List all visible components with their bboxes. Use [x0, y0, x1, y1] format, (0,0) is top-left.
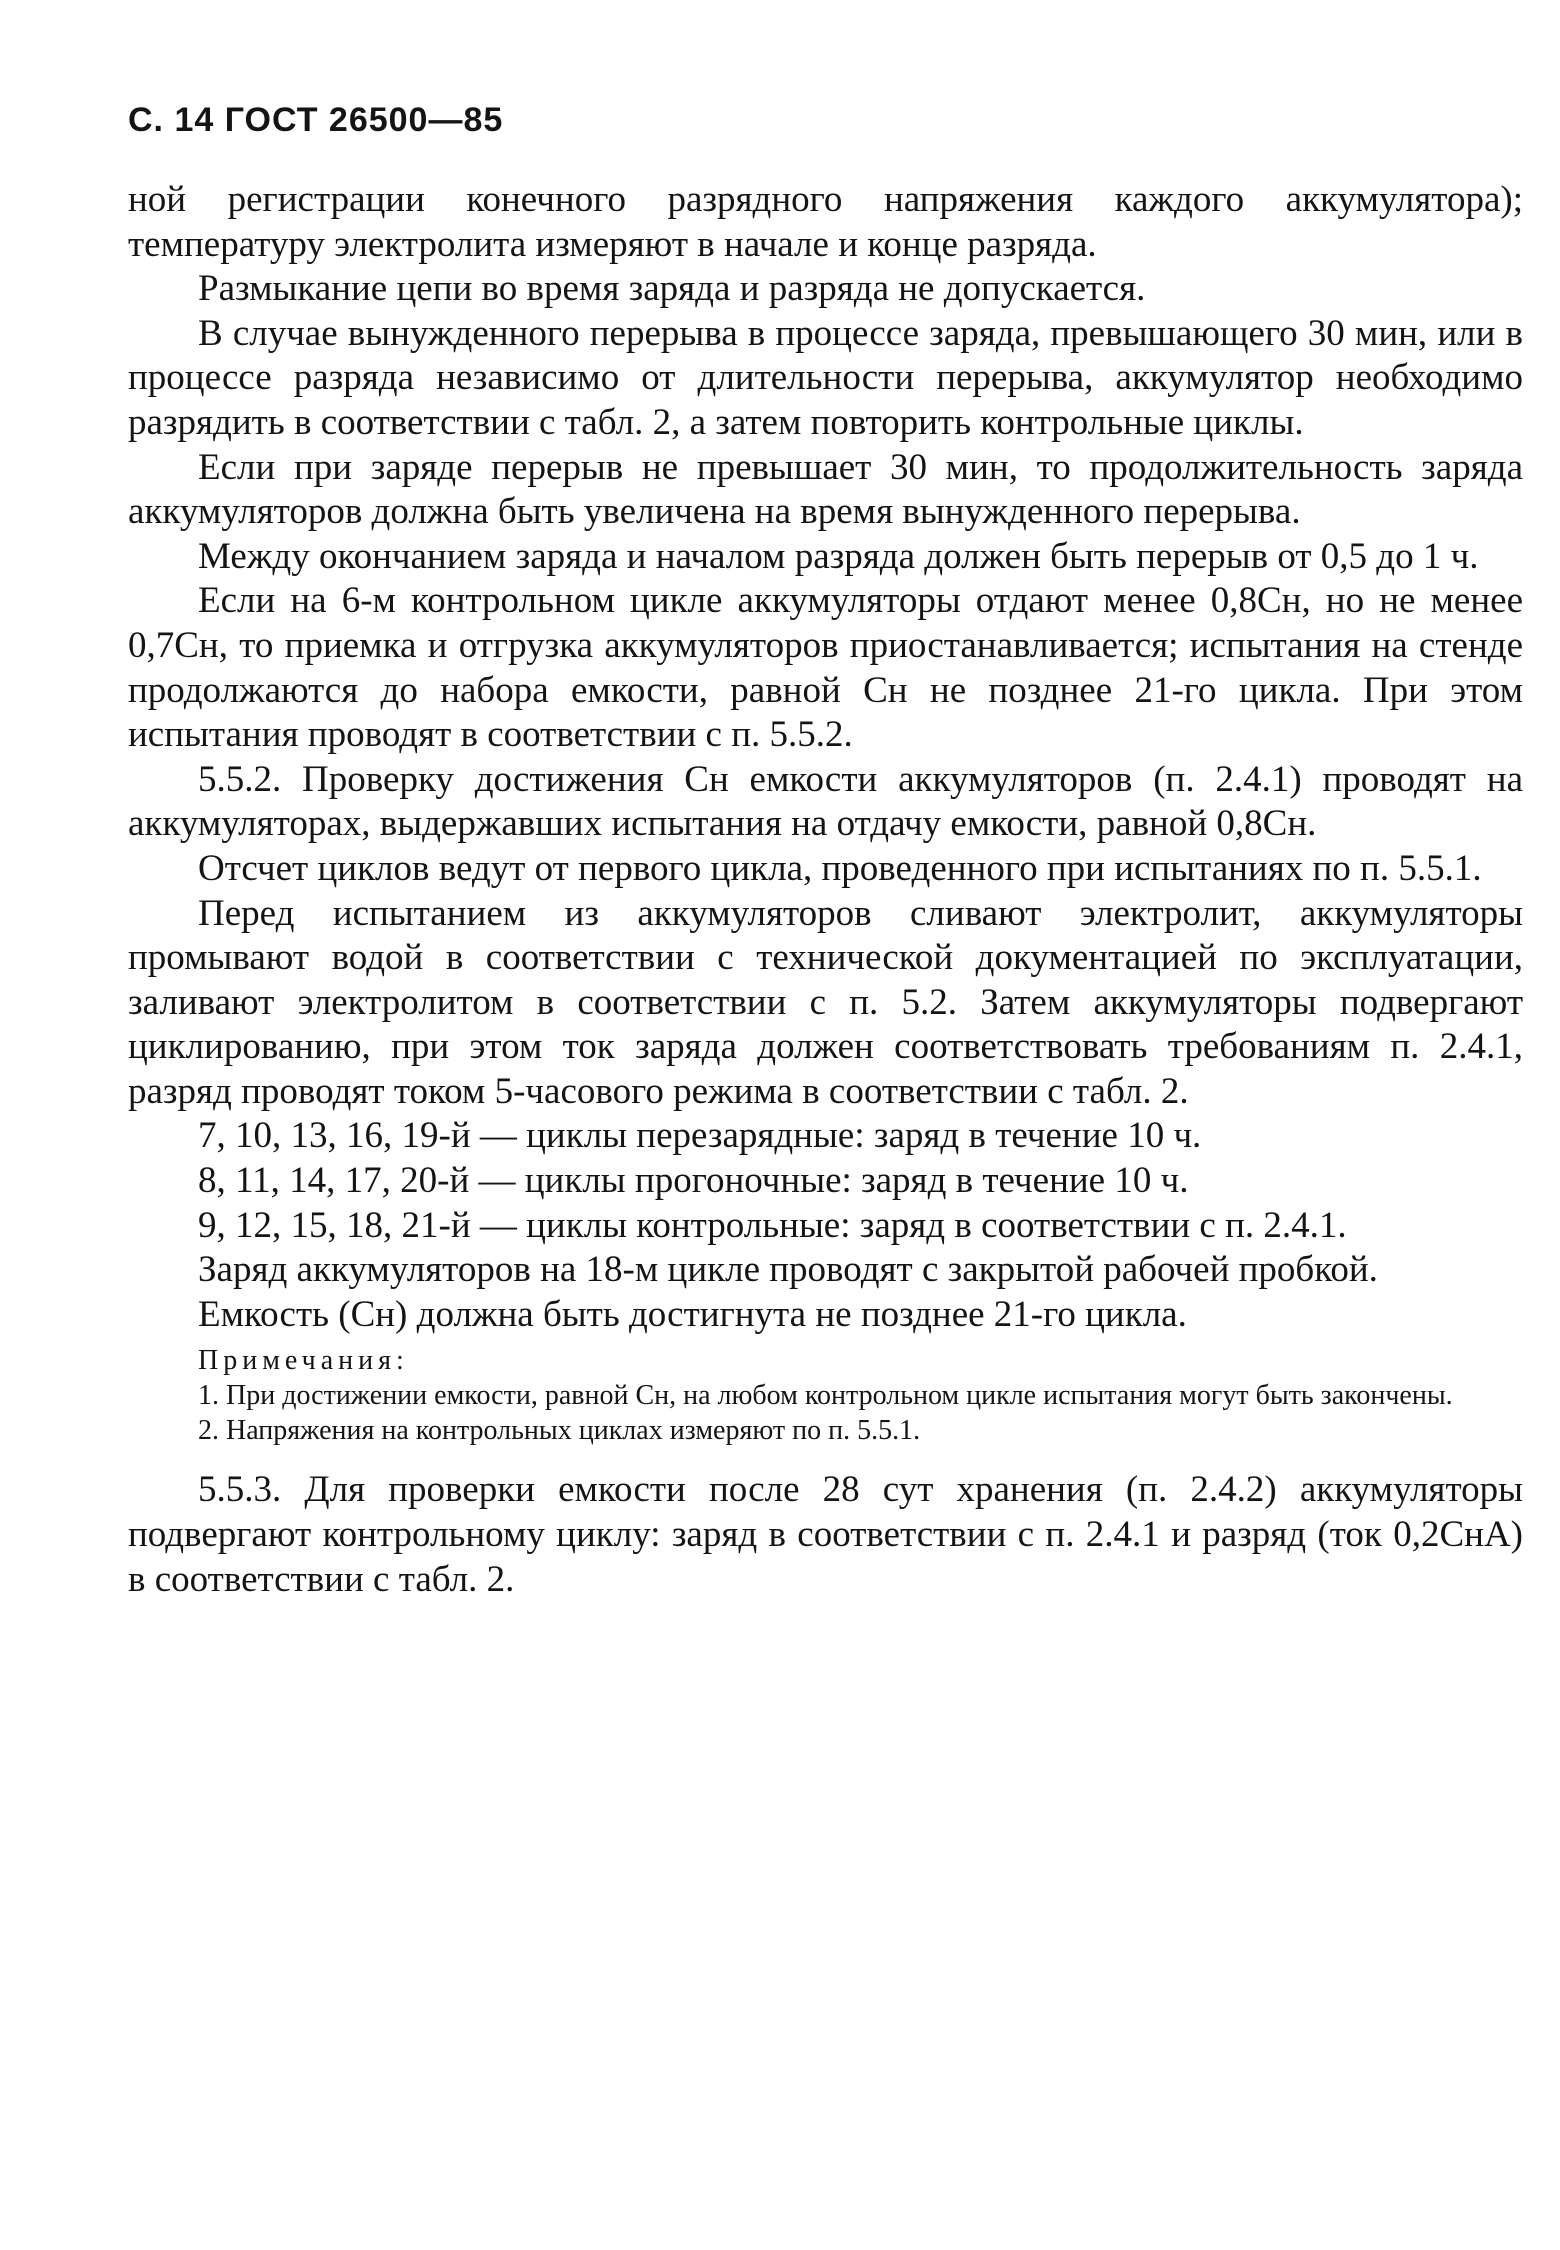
document-page — [128, 100, 1523, 1602]
paragraph-pause-between: Между окончанием заряда и началом разряда должен быть перерыв от 0,5 до 1 ч. — [198, 535, 1479, 577]
document-body-continued — [128, 1468, 1523, 1602]
document-body — [128, 178, 1523, 1337]
paragraph-capacity-limit: Емкость (Сн) должна быть достигнута не позднее 21-го цикла. — [198, 1293, 1187, 1335]
paragraph-circuit-break: Размыкание цепи во время заряда и разряда не допускается. — [198, 268, 1146, 310]
paragraph-forced-break: В случае вынужденного перерыва в процессе заряда, превышающего 30 мин, или в процессе разряда независимо от длительности перерыва, аккумулятор необходимо разрядить в соответствии с табл. 2, а затем повторить контрольные циклы. — [128, 312, 1523, 443]
note-item: 2. Напряжения на контрольных циклах измеряют по п. 5.5.1. — [198, 1415, 921, 1447]
paragraph-before-test: Перед испытанием из аккумуляторов сливают электролит, аккумуляторы промывают водой в соответствии с технической документацией по эксплуатации, заливают электролитом в соответствии с п. 5.2. Затем аккумуляторы подвергают циклированию, при этом ток заряда должен соответствовать требованиям п. 2.4.1, разряд проводят током 5-часового режима в соответствии с табл. 2. — [128, 892, 1523, 1112]
paragraph-18th-cycle: Заряд аккумуляторов на 18-м цикле проводят с закрытой рабочей пробкой. — [198, 1249, 1378, 1291]
paragraph-control-cycles: 9, 12, 15, 18, 21-й — циклы контрольные: заряд в соответствии с п. 2.4.1. — [198, 1204, 1347, 1246]
paragraph-run-cycles: 8, 11, 14, 17, 20-й — циклы прогоночные: заряд в течение 10 ч. — [198, 1160, 1189, 1202]
paragraph-break-under-30: Если при заряде перерыв не превышает 30 мин, то продолжительность заряда аккумуляторов должна быть увеличена на время вынужденного перерыва. — [128, 446, 1523, 533]
notes-title: Примечания: — [198, 1345, 409, 1377]
notes-block — [128, 1343, 1523, 1448]
paragraph-5-5-2: 5.5.2. Проверку достижения Сн емкости аккумуляторов (п. 2.4.1) проводят на аккумуляторах, выдержавших испытания на отдачу емкости, равной 0,8Сн. — [128, 758, 1523, 845]
page-header: С. 14 ГОСТ 26500—85 — [128, 101, 504, 139]
paragraph-5-5-3: 5.5.3. Для проверки емкости после 28 сут хранения (п. 2.4.2) аккумуляторы подвергают контрольному циклу: заряд в соответствии с п. 2.4.1 и разряд (ток 0,2СнА) в соответствии с табл. 2. — [128, 1469, 1523, 1600]
paragraph-cycle-count: Отсчет циклов ведут от первого цикла, проведенного при испытаниях по п. 5.5.1. — [198, 847, 1482, 889]
paragraph-sixth-cycle: Если на 6-м контрольном цикле аккумуляторы отдают менее 0,8Сн, но не менее 0,7Сн, то приемка и отгрузка аккумуляторов приостанавливается; испытания на стенде продолжаются до набора емкости, равной Сн не позднее 21-го цикла. При этом испытания проводят в соответствии с п. 5.5.2. — [128, 580, 1523, 756]
paragraph-overcharge-cycles: 7, 10, 13, 16, 19-й — циклы перезарядные: заряд в течение 10 ч. — [198, 1115, 1202, 1157]
note-item: 1. При достижении емкости, равной Сн, на любом контрольном цикле испытания могут быть закончены. — [198, 1380, 1453, 1412]
paragraph-continuation: ной регистрации конечного разрядного напряжения каждого аккумулятора); температуру электролита измеряют в начале и конце разряда. — [128, 179, 1523, 265]
